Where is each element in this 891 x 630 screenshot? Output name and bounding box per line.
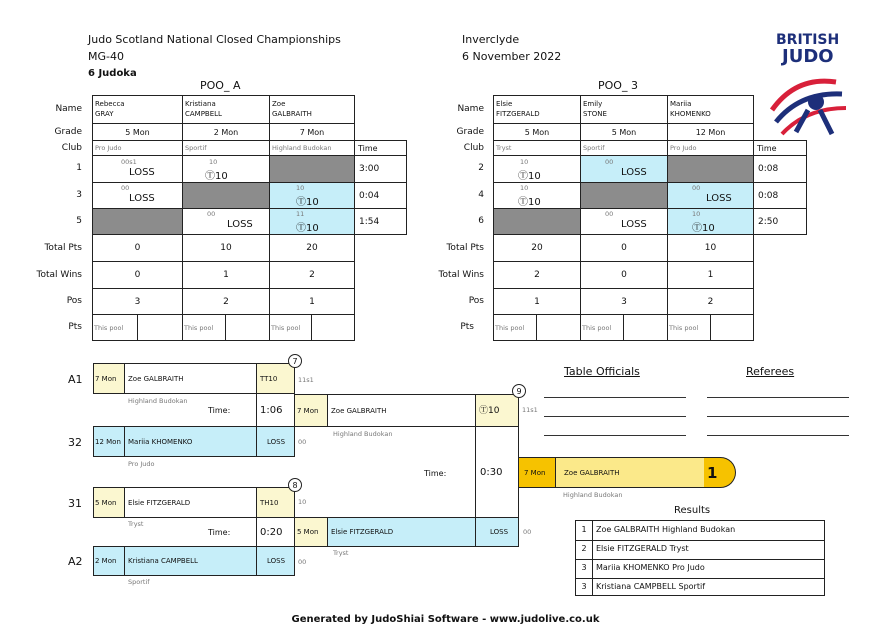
signature-line [544,416,686,417]
grade-cell: 5 Mon [493,123,581,141]
club-label: Tryst [128,520,144,528]
total-pts-label: Total Pts [446,243,484,253]
match-num: 5 [76,216,82,226]
competitor-name: Kristiana CAMPBELL [124,546,257,576]
pos-cell: 3 [92,288,183,315]
event-title: Judo Scotland National Closed Championships [88,33,341,46]
match-num: 1 [76,163,82,173]
match-num: 4 [478,190,484,200]
player-name-cell: Zoe GALBRAITH [269,95,355,124]
match-cell-blank [182,182,270,209]
club-cell: Highland Budokan [269,140,355,156]
winner-place-tab: 1 [704,457,736,488]
match-num: 6 [478,216,484,226]
pts-cell-empty [710,314,754,341]
time-header: Time [753,140,807,156]
winner-grade: 7 Mon [518,457,556,488]
match-time: 0:08 [753,155,807,183]
british-judo-logo: BRITISH JUDO [764,32,854,142]
score-label: 11s1 [298,376,314,384]
result-row: 1 Zoe GALBRAITH Highland Budokan [576,521,824,541]
semi2-time: 0:20 [256,517,295,547]
grade-cell: 2 Mon [182,123,270,141]
grade-cell: 12 Mon [667,123,754,141]
pts-cell-empty [311,314,355,341]
pos-cell: 1 [269,288,355,315]
club-row-label: Club [463,143,484,153]
match-number-badge: 9 [512,384,526,398]
score-label: 00 [298,558,307,566]
grade-row-label: Grade [456,127,484,137]
results-table [575,520,825,596]
match-cell: 10 Ⓣ10 [667,208,754,235]
match-cell: 00 LOSS [182,208,270,235]
grade-cell: 7 Mon [269,123,355,141]
total-pts-cell: 0 [580,234,668,262]
pts-cell: This pool [92,314,138,341]
club-label: Tryst [333,549,349,557]
total-wins-cell: 1 [182,261,270,289]
match-cell: 00 LOSS [580,155,668,183]
competitor-name: Zoe GALBRAITH [124,363,257,394]
match-cell: 10 Ⓣ10 [493,182,581,209]
grade-row-label: Grade [54,127,82,137]
result-cell: LOSS [256,546,295,576]
date-label: 6 November 2022 [462,50,562,63]
pos-cell: 2 [667,288,754,315]
total-pts-cell: 10 [667,234,754,262]
pos-label: Pos [66,296,82,306]
result-row: 3 Kristiana CAMPBELL Sportif [576,578,824,596]
total-pts-label: Total Pts [44,243,82,253]
club-label: Sportif [128,578,150,586]
pts-cell: This pool [493,314,537,341]
pos-label: Pos [468,296,484,306]
club-label: Highland Budokan [333,430,393,438]
match-cell-blank [269,155,355,183]
total-pts-cell: 10 [182,234,270,262]
seed-label: 31 [68,497,82,510]
match-cell: 10 Ⓣ10 [493,155,581,183]
match-number-badge: 8 [288,478,302,492]
pts-label: Pts [460,322,474,332]
club-label: Pro Judo [128,460,155,468]
match-cell: 10 Ⓣ10 [269,182,355,209]
signature-line [707,416,849,417]
match-time: 2:50 [753,208,807,235]
match-cell-blank [667,155,754,183]
pts-cell: This pool [269,314,312,341]
total-wins-cell: 1 [667,261,754,289]
footer-credit: Generated by JudoShiai Software - www.judolive.co.uk [291,614,600,625]
club-row-label: Club [61,143,82,153]
score-label: 11s1 [522,406,538,414]
seed-label: A2 [68,555,83,568]
signature-line [544,435,686,436]
competitor-name: Elsie FITZGERALD [327,517,476,547]
judoka-emblem-icon [766,72,852,142]
time-label: Time: [208,528,231,537]
grade-cell: 7 Mon [93,363,125,394]
grade-cell: 5 Mon [294,517,328,547]
signature-line [707,397,849,398]
result-row: 3 Mariia KHOMENKO Pro Judo [576,559,824,579]
semi1-time: 1:06 [256,393,295,427]
match-cell-blank [493,208,581,235]
match-number-badge: 7 [288,354,302,368]
pts-cell-empty [225,314,270,341]
pts-cell-empty [536,314,581,341]
match-cell: 00 LOSS [92,182,183,209]
club-cell: Tryst [493,140,581,156]
club-cell: Pro Judo [92,140,183,156]
pts-cell: This pool [182,314,226,341]
match-cell-blank [580,182,668,209]
match-time: 0:08 [753,182,807,209]
match-cell: 00s1 LOSS [92,155,183,183]
match-num: 2 [478,163,484,173]
match-time: 3:00 [354,155,407,183]
referees-heading: Referees [746,365,795,378]
pos-cell: 3 [580,288,668,315]
seed-label: 32 [68,436,82,449]
club-label: Highland Budokan [128,397,188,405]
result-cell: LOSS [256,426,295,457]
pts-cell: This pool [580,314,624,341]
player-name-cell: Rebecca GRAY [92,95,183,124]
total-wins-label: Total Wins [438,270,484,280]
total-wins-cell: 0 [580,261,668,289]
final-time: 0:30 [475,426,519,518]
grade-cell: 5 Mon [580,123,668,141]
name-row-label: Name [457,104,484,114]
score-label: 00 [298,438,307,446]
total-wins-cell: 0 [92,261,183,289]
pts-label: Pts [68,322,82,332]
pts-cell: This pool [667,314,711,341]
competitor-name: Mariia KHOMENKO [124,426,257,457]
signature-line [707,435,849,436]
winner-name: Zoe GALBRAITH [555,457,705,488]
match-time: 1:54 [354,208,407,235]
name-row-label: Name [55,104,82,114]
judoka-count: 6 Judoka [88,68,137,79]
time-label: Time: [424,469,447,478]
match-cell: 10 Ⓣ10 [182,155,270,183]
match-time: 0:04 [354,182,407,209]
grade-cell: 5 Mon [92,123,183,141]
result-row: 2 Elsie FITZGERALD Tryst [576,540,824,560]
pool-a-title: POO_ A [200,79,241,92]
club-cell: Pro Judo [667,140,754,156]
score-label: 10 [298,498,307,506]
player-name-cell: Elsie FITZGERALD [493,95,581,124]
club-cell: Sportif [580,140,668,156]
result-cell: LOSS [475,517,519,547]
total-wins-cell: 2 [493,261,581,289]
result-cell: Ⓣ10 [475,394,519,427]
time-header: Time [354,140,407,156]
table-officials-heading: Table Officials [564,365,640,378]
competitor-name: Elsie FITZGERALD [124,487,257,518]
venue-label: Inverclyde [462,33,520,46]
match-num: 3 [76,190,82,200]
total-pts-cell: 0 [92,234,183,262]
competitor-name: Zoe GALBRAITH [327,394,476,427]
grade-cell: 2 Mon [93,546,125,576]
pool-b-title: POO_ 3 [598,79,638,92]
pts-cell-empty [137,314,183,341]
match-cell-blank [92,208,183,235]
score-label: 00 [523,528,532,536]
club-label: Highland Budokan [563,491,623,499]
grade-cell: 7 Mon [294,394,328,427]
time-label: Time: [208,406,231,415]
player-name-cell: Emily STONE [580,95,668,124]
player-name-cell: Kristiana CAMPBELL [182,95,270,124]
pos-cell: 1 [493,288,581,315]
total-wins-cell: 2 [269,261,355,289]
total-pts-cell: 20 [269,234,355,262]
seed-label: A1 [68,373,83,386]
pos-cell: 2 [182,288,270,315]
grade-cell: 5 Mon [93,487,125,518]
category-label: MG-40 [88,50,124,63]
grade-cell: 12 Mon [93,426,125,457]
match-cell: 11 Ⓣ10 [269,208,355,235]
match-cell: 00 LOSS [667,182,754,209]
match-cell: 00 LOSS [580,208,668,235]
pts-cell-empty [623,314,668,341]
result-cell: TT10 [256,363,295,394]
club-cell: Sportif [182,140,270,156]
total-pts-cell: 20 [493,234,581,262]
player-name-cell: Mariia KHOMENKO [667,95,754,124]
result-cell: TH10 [256,487,295,518]
results-heading: Results [674,505,711,516]
total-wins-label: Total Wins [36,270,82,280]
signature-line [544,397,686,398]
